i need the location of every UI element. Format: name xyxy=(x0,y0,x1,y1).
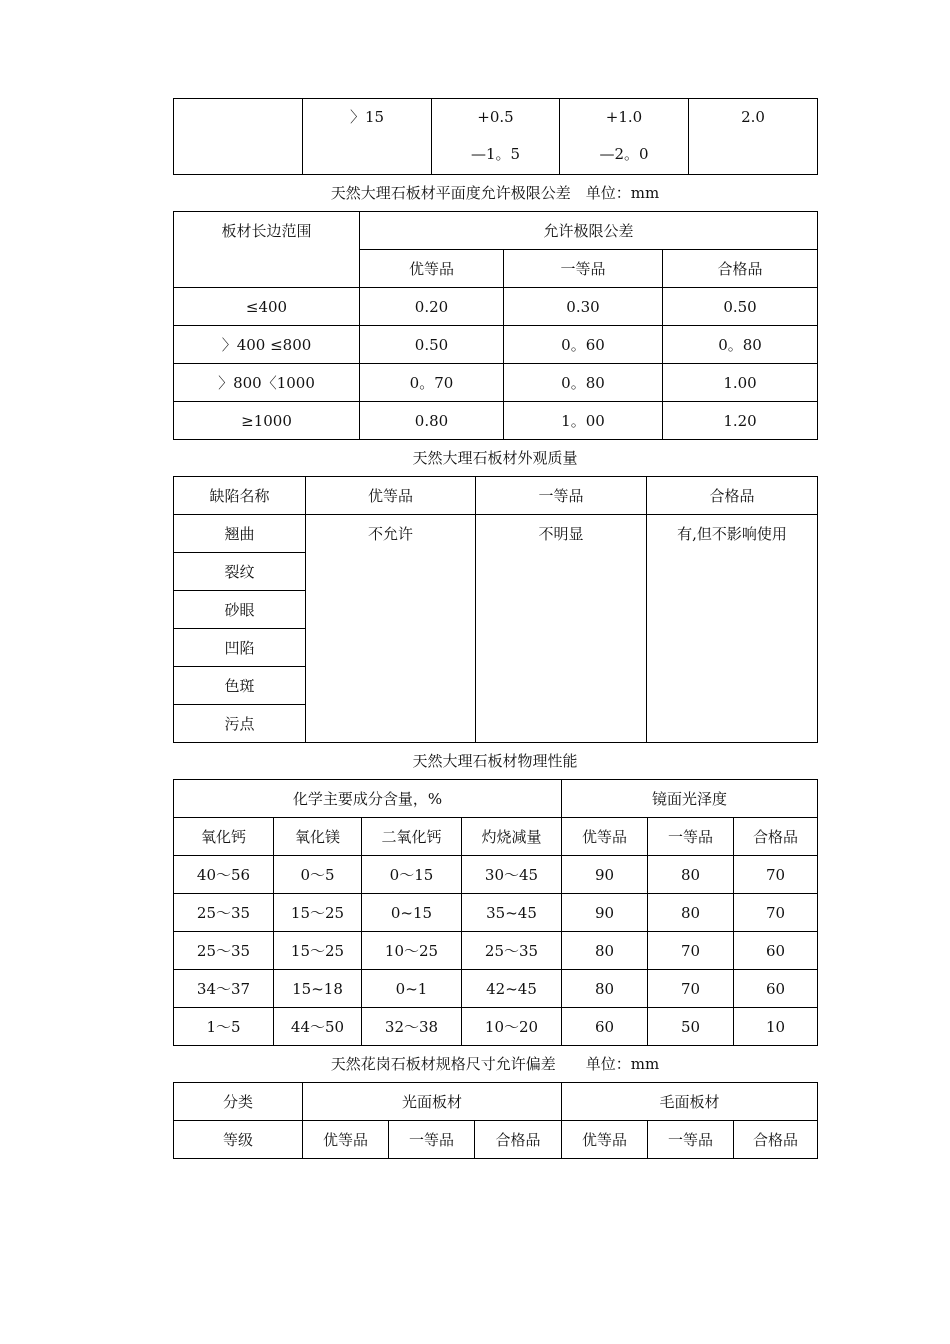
table-cell: 30～45 xyxy=(462,856,562,894)
flatness-table xyxy=(173,211,818,440)
table-cell: 32～38 xyxy=(362,1008,462,1046)
column-header: 一等品 xyxy=(648,818,734,856)
header-defect: 缺陷名称 xyxy=(174,477,306,515)
value-first: 不明显 xyxy=(476,515,647,743)
tolerance-continuation-table xyxy=(173,98,818,175)
table-cell: 90 xyxy=(562,894,648,932)
defect-name: 凹陷 xyxy=(174,629,306,667)
table-cell: 10～20 xyxy=(462,1008,562,1046)
flatness-caption: 天然大理石板材平面度允许极限公差 单位：mm xyxy=(330,184,660,202)
header-tolerance: 允许极限公差 xyxy=(360,212,818,250)
appearance-caption: 天然大理石板材外观质量 xyxy=(412,449,578,467)
defect-name: 污点 xyxy=(174,705,306,743)
physical-table xyxy=(173,779,818,1046)
column-header: 二氧化钙 xyxy=(362,818,462,856)
table-cell: 0.50 xyxy=(663,288,818,326)
table-cell: 80 xyxy=(648,894,734,932)
table-row xyxy=(174,894,818,932)
table-cell: ≤400 xyxy=(174,288,360,326)
table-row xyxy=(174,970,818,1008)
appearance-table xyxy=(173,476,818,743)
table-cell: 0。80 xyxy=(663,326,818,364)
table-cell: 34～37 xyxy=(174,970,274,1008)
table-cell: 1。00 xyxy=(504,402,663,440)
table-cell: 25～35 xyxy=(174,894,274,932)
label-class: 分类 xyxy=(174,1083,303,1121)
table-cell: 15～25 xyxy=(274,932,362,970)
table-cell: 0。80 xyxy=(504,364,663,402)
grade-header: 合格品 xyxy=(663,250,818,288)
table-cell: 0~1 xyxy=(362,970,462,1008)
table-cell: 44～50 xyxy=(274,1008,362,1046)
table-cell: 60 xyxy=(562,1008,648,1046)
table-cell: 70 xyxy=(648,932,734,970)
table-row xyxy=(174,856,818,894)
column-header: 氧化镁 xyxy=(274,818,362,856)
grade-header: 合格品 xyxy=(475,1121,562,1159)
granite-caption: 天然花岗石板材规格尺寸允许偏差 单位：mm xyxy=(330,1055,660,1073)
value-qualified: 有,但不影响使用 xyxy=(647,515,818,743)
grade-header: 一等品 xyxy=(504,250,663,288)
header-chem: 化学主要成分含量，% xyxy=(174,780,562,818)
table-cell: 10～25 xyxy=(362,932,462,970)
column-header: 优等品 xyxy=(562,818,648,856)
table-cell: 0～15 xyxy=(362,856,462,894)
group-smooth: 光面板材 xyxy=(303,1083,562,1121)
table-cell: 1～5 xyxy=(174,1008,274,1046)
table-row xyxy=(174,288,818,326)
table-cell: 42~45 xyxy=(462,970,562,1008)
table-cell: 35~45 xyxy=(462,894,562,932)
table-cell: 80 xyxy=(648,856,734,894)
group-rough: 毛面板材 xyxy=(562,1083,818,1121)
grade-header: 一等品 xyxy=(476,477,647,515)
table-cell: ≥1000 xyxy=(174,402,360,440)
table-row xyxy=(174,1008,818,1046)
table-row xyxy=(174,932,818,970)
table-cell: 0～5 xyxy=(274,856,362,894)
table-cell: 70 xyxy=(648,970,734,1008)
label-grade: 等级 xyxy=(174,1121,303,1159)
grade-header: 优等品 xyxy=(360,250,504,288)
table-cell: 〉800〈1000 xyxy=(174,364,360,402)
table-cell: 1.00 xyxy=(663,364,818,402)
grade-header: 优等品 xyxy=(303,1121,389,1159)
table-cell: 1.20 xyxy=(663,402,818,440)
value-premium: 不允许 xyxy=(306,515,476,743)
table-row xyxy=(174,326,818,364)
defect-name: 翘曲 xyxy=(174,515,306,553)
defect-name: 裂纹 xyxy=(174,553,306,591)
table-cell: 25～35 xyxy=(174,932,274,970)
table-cell: 0.30 xyxy=(504,288,663,326)
table-cell: 90 xyxy=(562,856,648,894)
column-header: 灼烧减量 xyxy=(462,818,562,856)
table-cell: 40～56 xyxy=(174,856,274,894)
table-cell: 60 xyxy=(734,970,818,1008)
grade-header: 优等品 xyxy=(306,477,476,515)
table-cell: 0。60 xyxy=(504,326,663,364)
defect-name: 色斑 xyxy=(174,667,306,705)
physical-caption: 天然大理石板材物理性能 xyxy=(412,752,578,770)
table-cell: 15～25 xyxy=(274,894,362,932)
table-cell: 80 xyxy=(562,970,648,1008)
header-range: 板材长边范围 xyxy=(174,212,360,288)
grade-header: 合格品 xyxy=(734,1121,818,1159)
table-cell: 〉400 ≤800 xyxy=(174,326,360,364)
table-cell: 60 xyxy=(734,932,818,970)
grade-header: 优等品 xyxy=(562,1121,648,1159)
table-cell: +1.0 —2。0 xyxy=(560,99,689,175)
table-cell: 70 xyxy=(734,894,818,932)
table-cell: 15~18 xyxy=(274,970,362,1008)
table-cell: 0.80 xyxy=(360,402,504,440)
table-cell: 25～35 xyxy=(462,932,562,970)
grade-header: 合格品 xyxy=(647,477,818,515)
header-gloss: 镜面光泽度 xyxy=(562,780,818,818)
table-cell: 10 xyxy=(734,1008,818,1046)
table-row xyxy=(174,364,818,402)
table-cell: 0.50 xyxy=(360,326,504,364)
table-cell: 0.20 xyxy=(360,288,504,326)
table-cell: 0。70 xyxy=(360,364,504,402)
table-cell: 50 xyxy=(648,1008,734,1046)
table-cell: 2.0 xyxy=(689,99,818,175)
table-cell: 〉15 xyxy=(303,99,432,175)
defect-name: 砂眼 xyxy=(174,591,306,629)
table-cell: 80 xyxy=(562,932,648,970)
table-cell: 0~15 xyxy=(362,894,462,932)
document-page xyxy=(173,98,817,1159)
table-cell: +0.5 —1。5 xyxy=(432,99,560,175)
grade-header: 一等品 xyxy=(389,1121,475,1159)
table-row xyxy=(174,402,818,440)
column-header: 合格品 xyxy=(734,818,818,856)
granite-table xyxy=(173,1082,818,1159)
grade-header: 一等品 xyxy=(648,1121,734,1159)
table-cell: 70 xyxy=(734,856,818,894)
column-header: 氧化钙 xyxy=(174,818,274,856)
table-cell xyxy=(174,99,303,175)
